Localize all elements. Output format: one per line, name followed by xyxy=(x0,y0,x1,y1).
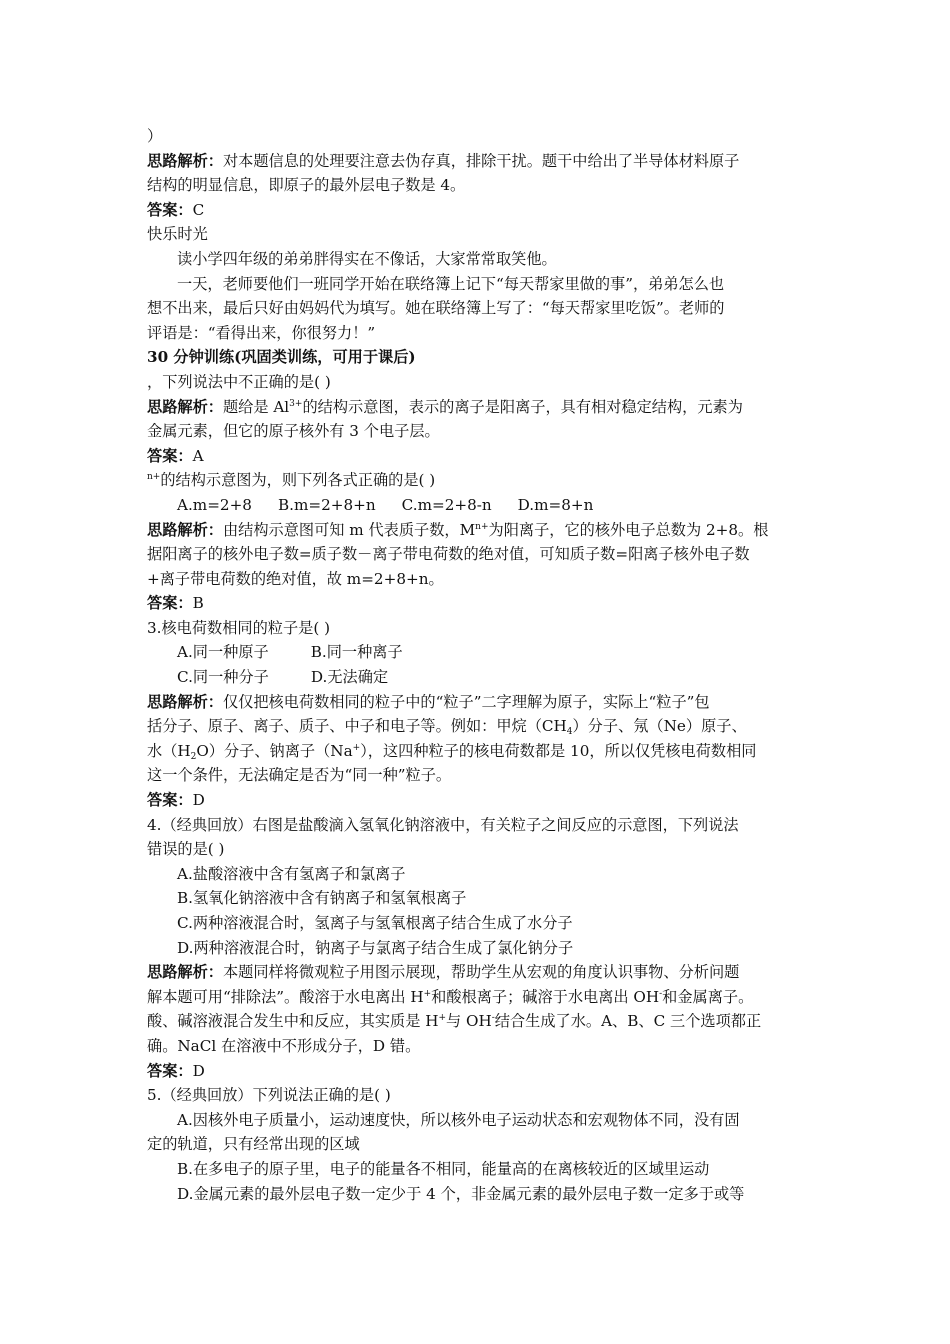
text: O）分子、钠离子（Na xyxy=(196,741,353,760)
text-line xyxy=(147,763,812,788)
text: 题给是 Al xyxy=(222,397,290,416)
answer-value: B xyxy=(192,594,204,613)
option-a: A.同一种原子 xyxy=(177,643,269,662)
text: 结合生成了水。A、B、C 三个选项都正 xyxy=(494,1012,762,1031)
text: 和酸根离子；碱溶于水电离出 OH xyxy=(431,987,660,1006)
text: 读小学四年级的弟弟胖得实在不像话，大家常常取笑他。 xyxy=(177,249,557,268)
question-line xyxy=(147,1083,812,1108)
superscript: - xyxy=(491,1013,495,1024)
option-b: B.在多电子的原子里，电子的能量各不相同，能量高的在离核较近的区域里运动 xyxy=(177,1159,710,1178)
text-line xyxy=(147,1034,812,1059)
answer-value: D xyxy=(192,791,205,810)
analysis-label: 思路解析： xyxy=(147,692,223,711)
text-line xyxy=(147,567,812,592)
training-heading: 30 分钟训练(巩固类训练，可用于课后) xyxy=(147,348,416,367)
text-line xyxy=(147,124,812,149)
superscript: 3+ xyxy=(289,398,303,409)
option-line xyxy=(147,911,812,936)
section-heading xyxy=(147,222,812,247)
text: 由结构示意图可知 m 代表质子数，M xyxy=(222,520,476,539)
answer-line xyxy=(147,591,812,616)
analysis-label: 思路解析： xyxy=(147,397,223,416)
option-c: C.两种溶液混合时，氢离子与氢氧根离子结合生成了水分子 xyxy=(177,914,573,932)
text-line xyxy=(147,739,812,764)
text: 金属元素，但它的原子核外有 3 个电子层。 xyxy=(147,422,440,441)
question-line xyxy=(147,370,812,395)
superscript: + xyxy=(423,988,432,999)
option-line xyxy=(147,1182,812,1207)
text: 5.（经典回放）下列说法正确的是( ) xyxy=(147,1086,391,1105)
text: 酸、碱溶液混合发生中和反应，其实质是 H xyxy=(147,1012,439,1031)
text-line xyxy=(147,985,812,1010)
text-line xyxy=(147,542,812,567)
text-line xyxy=(147,272,812,297)
option-a: A.盐酸溶液中含有氢离子和氯离子 xyxy=(177,864,406,883)
answer-label: 答案： xyxy=(147,1061,193,1080)
answer-label: 答案： xyxy=(147,446,193,465)
options-line xyxy=(147,665,812,690)
text: ，下列说法中不正确的是( ) xyxy=(147,372,331,391)
analysis-line xyxy=(147,149,812,174)
text: 的结构示意图，表示的离子是阳离子，具有相对稳定结构，元素为 xyxy=(302,397,743,416)
text: 一天，老师要他们一班同学开始在联络簿上记下“每天帮家里做的事”，弟弟怎么也 xyxy=(177,274,725,293)
option-b: B.m=2+8+n xyxy=(277,495,376,514)
section-heading xyxy=(147,345,812,370)
question-line xyxy=(147,616,812,641)
text-line xyxy=(147,321,812,346)
option-c: C.m=2+8-n xyxy=(401,495,492,514)
text: 这一个条件，无法确定是否为“同一种”粒子。 xyxy=(147,766,452,785)
options-line xyxy=(147,640,812,665)
text: 错误的是( ) xyxy=(147,840,225,859)
text: 据阳离子的核外电子数=质子数－离子带电荷数的绝对值，可知质子数=阳离子核外电子数 xyxy=(147,545,750,564)
option-a: A.因核外电子质量小，运动速度快，所以核外电子运动状态和宏观物体不同，没有固 xyxy=(177,1110,740,1129)
text: 评语是：“看得出来，你很努力！” xyxy=(147,323,376,342)
answer-line xyxy=(147,444,812,469)
analysis-line xyxy=(147,690,812,715)
superscript: - xyxy=(659,988,663,999)
question-line xyxy=(147,468,812,493)
document-page xyxy=(147,124,812,1206)
options-line xyxy=(147,493,812,518)
answer-value: A xyxy=(192,446,204,465)
answer-line xyxy=(147,788,812,813)
superscript: n+ xyxy=(475,521,489,532)
option-d: D.两种溶液混合时，钠离子与氯离子结合生成了氯化钠分子 xyxy=(177,938,574,957)
text: 仅仅把核电荷数相同的粒子中的“粒子”二字理解为原子，实际上“粒子”包 xyxy=(222,692,710,711)
option-d: D.m=8+n xyxy=(517,495,594,514)
answer-label: 答案： xyxy=(147,594,193,613)
option-d: D.金属元素的最外层电子数一定少于 4 个，非金属元素的最外层电子数一定多于或等 xyxy=(177,1184,745,1203)
text: 对本题信息的处理要注意去伪存真，排除干扰。题干中给出了半导体材料原子 xyxy=(222,151,740,170)
analysis-line xyxy=(147,960,812,985)
analysis-line xyxy=(147,395,812,420)
text: 想不出来，最后只好由妈妈代为填写。她在联络簿上写了：“每天帮家里吃饭”。老师的 xyxy=(147,299,725,318)
option-c: C.同一种分子 xyxy=(177,668,269,687)
answer-label: 答案： xyxy=(147,200,193,219)
option-a: A.m=2+8 xyxy=(177,495,252,514)
text-line xyxy=(147,247,812,272)
text-line xyxy=(147,296,812,321)
superscript: + xyxy=(438,1013,446,1024)
text: 本题同样将微观粒子用图示展现，帮助学生从宏观的角度认识事物、分析问题 xyxy=(222,963,740,982)
text: 确。NaCl 在溶液中不形成分子，D 错。 xyxy=(147,1036,421,1055)
subscript: 2 xyxy=(190,751,197,762)
question-line xyxy=(147,813,812,838)
text: 为阳离子，它的核外电子总数为 2+8。根 xyxy=(488,520,769,539)
superscript: n+ xyxy=(147,472,161,483)
text: 的结构示意图为，则下列各式正确的是( ) xyxy=(160,471,436,490)
answer-label: 答案： xyxy=(147,791,193,810)
text-line xyxy=(147,1009,812,1034)
text-line xyxy=(147,173,812,198)
text: ），这四种粒子的核电荷数都是 10，所以仅凭核电荷数相同 xyxy=(360,741,757,760)
text-line xyxy=(147,714,812,739)
text-line xyxy=(147,837,812,862)
option-line xyxy=(147,1108,812,1133)
option-line xyxy=(147,936,812,961)
option-b: B.氢氧化钠溶液中含有钠离子和氢氧根离子 xyxy=(177,889,467,908)
option-b: B.同一种离子 xyxy=(310,643,403,662)
option-line xyxy=(147,886,812,911)
text-line xyxy=(147,419,812,444)
text: +离子带电荷数的绝对值，故 m=2+8+n。 xyxy=(147,569,444,588)
answer-value: D xyxy=(192,1061,205,1080)
text: 括分子、原子、离子、质子、中子和电子等。例如：甲烷（CH xyxy=(147,717,567,736)
answer-line xyxy=(147,198,812,223)
text: 3.核电荷数相同的粒子是( ) xyxy=(147,618,331,637)
analysis-label: 思路解析： xyxy=(147,963,223,982)
text: 快乐时光 xyxy=(147,225,208,244)
option-d: D.无法确定 xyxy=(310,668,389,687)
text: 4.（经典回放）右图是盐酸滴入氢氧化钠溶液中，有关粒子之间反应的示意图，下列说法 xyxy=(147,815,739,834)
text: 和金属离子。 xyxy=(662,987,754,1006)
analysis-label: 思路解析： xyxy=(147,520,223,539)
subscript: 4 xyxy=(566,727,573,738)
option-line xyxy=(147,862,812,887)
analysis-label: 思路解析： xyxy=(147,151,223,170)
option-line xyxy=(147,1157,812,1182)
text: 与 OH xyxy=(446,1012,492,1031)
text: 结构的明显信息，即原子的最外层电子数是 4。 xyxy=(147,176,466,195)
analysis-line xyxy=(147,518,812,543)
text: 解本题可用“排除法”。酸溶于水电离出 H xyxy=(147,987,424,1006)
text: ）分子、氖（Ne）原子、 xyxy=(572,717,747,736)
answer-line xyxy=(147,1059,812,1084)
text: 水（H xyxy=(147,741,191,760)
text: 定的轨道，只有经常出现的区域 xyxy=(147,1135,360,1154)
answer-value: C xyxy=(192,200,205,219)
text-line xyxy=(147,1132,812,1157)
text: ） xyxy=(147,127,163,145)
superscript: + xyxy=(352,742,361,753)
